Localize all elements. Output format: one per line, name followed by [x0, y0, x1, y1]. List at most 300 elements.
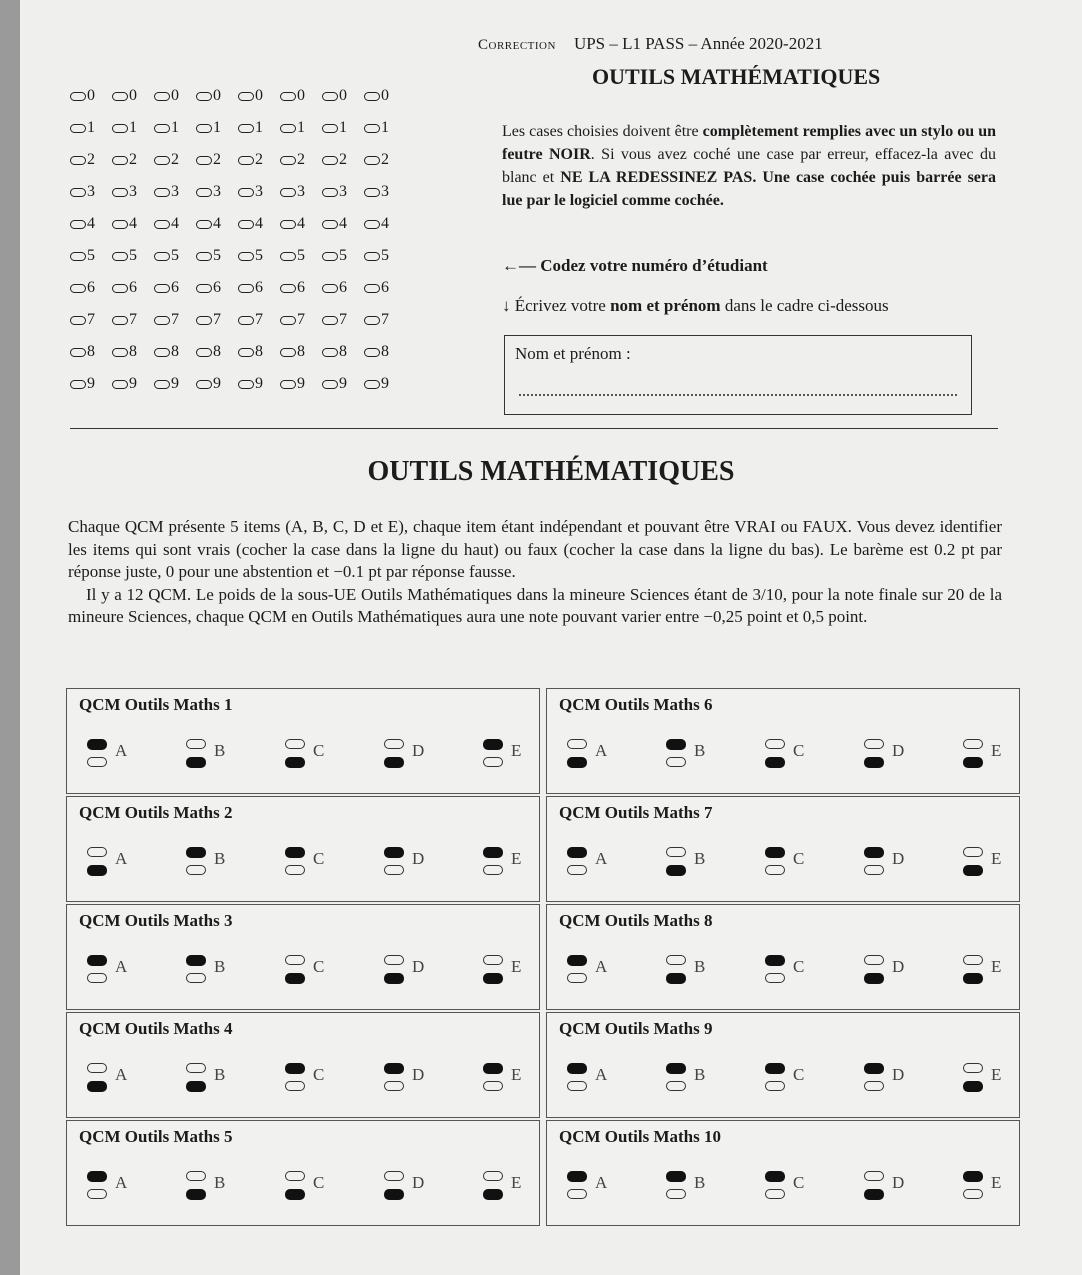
qcm-item: [87, 841, 133, 887]
qcm-title: QCM Outils Maths 5: [79, 1127, 233, 1146]
id-digit-bubble[interactable]: [154, 119, 196, 137]
qcm-item: [666, 1165, 712, 1211]
true-bubble[interactable]: [384, 847, 404, 858]
id-digit-bubble[interactable]: [280, 247, 322, 265]
digit-label: 6: [255, 279, 263, 296]
true-bubble[interactable]: [963, 847, 983, 857]
true-bubble[interactable]: [765, 1171, 785, 1182]
digit-label: 8: [87, 343, 95, 360]
bubble-icon: [154, 316, 170, 325]
item-letter: A: [115, 741, 128, 760]
id-digit-bubble[interactable]: [154, 87, 196, 105]
id-digit-bubble[interactable]: [238, 87, 280, 105]
false-bubble[interactable]: [765, 757, 785, 768]
false-bubble[interactable]: [384, 973, 404, 984]
true-bubble[interactable]: [87, 847, 107, 857]
true-bubble[interactable]: [285, 955, 305, 965]
true-bubble[interactable]: [186, 1063, 206, 1073]
digit-label: 3: [381, 183, 389, 200]
true-bubble[interactable]: [765, 955, 785, 966]
id-digit-bubble[interactable]: [196, 183, 238, 201]
id-digit-bubble[interactable]: [196, 87, 238, 105]
true-bubble[interactable]: [186, 955, 206, 966]
id-digit-bubble[interactable]: [196, 311, 238, 329]
true-bubble[interactable]: [567, 1171, 587, 1182]
item-letter: D: [412, 741, 425, 760]
false-bubble[interactable]: [765, 1189, 785, 1199]
code-student-number: ←— Codez votre numéro d’étudiant: [502, 256, 768, 275]
name-box-label: Nom et prénom :: [515, 344, 631, 363]
false-bubble[interactable]: [765, 973, 785, 983]
item-letter: A: [115, 1173, 128, 1192]
false-bubble[interactable]: [285, 973, 305, 984]
digit-label: 9: [87, 375, 95, 392]
id-digit-bubble[interactable]: [238, 279, 280, 297]
true-bubble[interactable]: [567, 847, 587, 858]
true-bubble[interactable]: [963, 1063, 983, 1073]
digit-label: 2: [87, 151, 95, 168]
true-bubble[interactable]: [483, 1063, 503, 1074]
id-digit-bubble[interactable]: [154, 279, 196, 297]
qcm-grid: [66, 688, 1028, 1228]
digit-label: 4: [87, 215, 95, 232]
id-digit-bubble[interactable]: [364, 375, 406, 393]
true-bubble[interactable]: [285, 739, 305, 749]
false-bubble[interactable]: [567, 1189, 587, 1199]
id-digit-bubble[interactable]: [238, 375, 280, 393]
qcm-item: [567, 1057, 613, 1103]
id-digit-bubble[interactable]: [112, 343, 154, 361]
digit-label: 1: [87, 119, 95, 136]
id-digit-bubble[interactable]: [364, 215, 406, 233]
id-digit-bubble[interactable]: [112, 215, 154, 233]
id-digit-bubble[interactable]: [70, 215, 112, 233]
false-bubble[interactable]: [864, 865, 884, 875]
false-bubble[interactable]: [186, 1189, 206, 1200]
digit-label: 0: [87, 87, 95, 104]
id-digit-bubble[interactable]: [322, 183, 364, 201]
id-digit-bubble[interactable]: [280, 311, 322, 329]
false-bubble[interactable]: [666, 973, 686, 984]
id-digit-bubble[interactable]: [322, 343, 364, 361]
id-digit-bubble[interactable]: [70, 343, 112, 361]
qcm-item: [384, 1057, 430, 1103]
false-bubble[interactable]: [186, 757, 206, 768]
id-digit-bubble[interactable]: [196, 343, 238, 361]
bubble-icon: [70, 124, 86, 133]
qcm-items: [87, 949, 529, 995]
digit-label: 0: [339, 87, 347, 104]
true-bubble[interactable]: [666, 955, 686, 965]
false-bubble[interactable]: [864, 973, 884, 984]
item-letter: E: [511, 1173, 522, 1192]
bubble-icon: [238, 316, 254, 325]
name-box[interactable]: [504, 335, 972, 415]
true-bubble[interactable]: [483, 955, 503, 965]
id-digit-bubble[interactable]: [322, 215, 364, 233]
true-bubble[interactable]: [285, 1063, 305, 1074]
digit-label: 7: [297, 311, 305, 328]
id-digit-bubble[interactable]: [322, 311, 364, 329]
qcm-item: [384, 841, 430, 887]
bubble-icon: [196, 284, 212, 293]
true-bubble[interactable]: [567, 955, 587, 966]
id-digit-bubble[interactable]: [280, 343, 322, 361]
true-bubble[interactable]: [765, 739, 785, 749]
item-letter: B: [214, 1065, 226, 1084]
digit-label: 6: [213, 279, 221, 296]
id-digit-bubble[interactable]: [322, 279, 364, 297]
false-bubble[interactable]: [87, 973, 107, 983]
item-letter: A: [595, 957, 608, 976]
false-bubble[interactable]: [483, 973, 503, 984]
id-digit-bubble[interactable]: [70, 247, 112, 265]
item-letter: A: [115, 957, 128, 976]
id-digit-bubble[interactable]: [364, 343, 406, 361]
id-digit-bubble[interactable]: [322, 247, 364, 265]
digit-label: 5: [87, 247, 95, 264]
id-digit-bubble[interactable]: [70, 183, 112, 201]
item-letter: D: [892, 1065, 905, 1084]
true-bubble[interactable]: [963, 955, 983, 965]
id-digit-bubble[interactable]: [280, 375, 322, 393]
false-bubble[interactable]: [285, 1081, 305, 1091]
header-line: [478, 34, 823, 54]
item-letter: E: [511, 1065, 522, 1084]
qcm-item: [567, 841, 613, 887]
qcm-title: QCM Outils Maths 9: [559, 1019, 713, 1038]
true-bubble[interactable]: [87, 1171, 107, 1182]
item-letter: D: [412, 957, 425, 976]
id-digit-bubble[interactable]: [112, 375, 154, 393]
qcm-title: QCM Outils Maths 3: [79, 911, 233, 930]
digit-label: 2: [339, 151, 347, 168]
true-bubble[interactable]: [186, 1171, 206, 1181]
false-bubble[interactable]: [483, 1081, 503, 1091]
true-bubble[interactable]: [186, 739, 206, 749]
true-bubble[interactable]: [285, 847, 305, 858]
false-bubble[interactable]: [186, 973, 206, 983]
digit-label: 4: [297, 215, 305, 232]
bubble-icon: [154, 188, 170, 197]
answer-sheet: [20, 0, 1082, 1275]
id-digit-bubble[interactable]: [238, 183, 280, 201]
item-letter: D: [892, 1173, 905, 1192]
id-digit-bubble[interactable]: [280, 119, 322, 137]
qcm-box: [546, 904, 1020, 1010]
digit-label: 4: [213, 215, 221, 232]
false-bubble[interactable]: [765, 1081, 785, 1091]
digit-label: 1: [171, 119, 179, 136]
item-letter: B: [694, 849, 706, 868]
true-bubble[interactable]: [864, 739, 884, 749]
item-letter: C: [793, 741, 805, 760]
true-bubble[interactable]: [483, 847, 503, 858]
qcm-title: QCM Outils Maths 6: [559, 695, 713, 714]
instr-text-1: Les cases choisies doivent être: [502, 123, 703, 140]
qcm-box: [66, 688, 540, 794]
false-bubble[interactable]: [87, 865, 107, 876]
bubble-icon: [238, 188, 254, 197]
id-digit-bubble[interactable]: [280, 87, 322, 105]
false-bubble[interactable]: [765, 865, 785, 875]
id-digit-bubble[interactable]: [196, 119, 238, 137]
id-digit-bubble[interactable]: [364, 119, 406, 137]
id-digit-bubble[interactable]: [70, 279, 112, 297]
false-bubble[interactable]: [285, 757, 305, 768]
digit-label: 2: [171, 151, 179, 168]
id-digit-bubble[interactable]: [238, 119, 280, 137]
true-bubble[interactable]: [87, 1063, 107, 1073]
qcm-item: [87, 1165, 133, 1211]
id-digit-bubble[interactable]: [154, 343, 196, 361]
id-digit-bubble[interactable]: [154, 215, 196, 233]
true-bubble[interactable]: [285, 1171, 305, 1181]
true-bubble[interactable]: [864, 847, 884, 858]
true-bubble[interactable]: [384, 1171, 404, 1181]
false-bubble[interactable]: [87, 1081, 107, 1092]
false-bubble[interactable]: [963, 1081, 983, 1092]
qcm-item: [483, 733, 529, 779]
qcm-title: QCM Outils Maths 10: [559, 1127, 721, 1146]
id-digit-bubble[interactable]: [112, 279, 154, 297]
false-bubble[interactable]: [87, 1189, 107, 1199]
bubble-icon: [112, 316, 128, 325]
false-bubble[interactable]: [963, 865, 983, 876]
digit-label: 9: [381, 375, 389, 392]
digit-label: 1: [129, 119, 137, 136]
true-bubble[interactable]: [765, 1063, 785, 1074]
id-digit-bubble[interactable]: [196, 151, 238, 169]
digit-label: 8: [297, 343, 305, 360]
id-digit-bubble[interactable]: [196, 215, 238, 233]
separator: [70, 428, 998, 429]
id-digit-bubble[interactable]: [154, 311, 196, 329]
item-letter: A: [595, 1173, 608, 1192]
item-letter: C: [313, 1065, 325, 1084]
id-digit-bubble[interactable]: [70, 151, 112, 169]
id-digit-bubble[interactable]: [280, 151, 322, 169]
false-bubble[interactable]: [483, 1189, 503, 1200]
id-digit-bubble[interactable]: [322, 87, 364, 105]
id-digit-bubble[interactable]: [196, 375, 238, 393]
id-digit-bubble[interactable]: [364, 247, 406, 265]
false-bubble[interactable]: [567, 973, 587, 983]
id-digit-bubble[interactable]: [196, 279, 238, 297]
qcm-box: [546, 688, 1020, 794]
qcm-items: [567, 733, 1009, 779]
bubble-icon: [70, 156, 86, 165]
digit-label: 6: [339, 279, 347, 296]
false-bubble[interactable]: [963, 1189, 983, 1199]
id-digit-bubble[interactable]: [364, 87, 406, 105]
qcm-title: QCM Outils Maths 2: [79, 803, 233, 822]
main-title-text: OUTILS MATHÉMATIQUES: [367, 456, 735, 487]
bubble-icon: [154, 284, 170, 293]
id-digit-bubble[interactable]: [112, 119, 154, 137]
false-bubble[interactable]: [186, 1081, 206, 1092]
qcm-item: [666, 733, 712, 779]
true-bubble[interactable]: [864, 1063, 884, 1074]
digit-label: 8: [129, 343, 137, 360]
id-row: [70, 112, 406, 144]
qcm-items: [87, 841, 529, 887]
false-bubble[interactable]: [483, 865, 503, 875]
false-bubble[interactable]: [864, 1189, 884, 1200]
id-digit-bubble[interactable]: [112, 183, 154, 201]
id-digit-bubble[interactable]: [238, 247, 280, 265]
bubble-icon: [364, 380, 380, 389]
id-digit-bubble[interactable]: [196, 247, 238, 265]
false-bubble[interactable]: [567, 757, 587, 768]
false-bubble[interactable]: [186, 865, 206, 875]
id-row: [70, 240, 406, 272]
bubble-icon: [322, 284, 338, 293]
true-bubble[interactable]: [666, 739, 686, 750]
item-letter: B: [214, 741, 226, 760]
true-bubble[interactable]: [567, 739, 587, 749]
qcm-item: [963, 733, 1009, 779]
qcm-item: [384, 733, 430, 779]
true-bubble[interactable]: [864, 1171, 884, 1181]
bubble-icon: [196, 156, 212, 165]
true-bubble[interactable]: [567, 1063, 587, 1074]
item-letter: C: [313, 957, 325, 976]
id-digit-bubble[interactable]: [280, 183, 322, 201]
true-bubble[interactable]: [87, 955, 107, 966]
qcm-box: [66, 904, 540, 1010]
true-bubble[interactable]: [666, 1171, 686, 1182]
true-bubble[interactable]: [666, 1063, 686, 1074]
id-digit-bubble[interactable]: [280, 215, 322, 233]
false-bubble[interactable]: [666, 1189, 686, 1199]
digit-label: 7: [87, 311, 95, 328]
rules-paragraph-2: Il y a 12 QCM. Le poids de la sous-UE Outils Mathématiques dans la mineure Sciences étant de 3/10, pour la note finale sur 20 de la mineure Sciences, chaque QCM en Outils Mathématiques aura une note pouvant varier entre −0,25 point et 0,5 point.: [68, 584, 1002, 626]
id-digit-bubble[interactable]: [238, 343, 280, 361]
id-digit-bubble[interactable]: [112, 87, 154, 105]
true-bubble[interactable]: [384, 1063, 404, 1074]
false-bubble[interactable]: [963, 973, 983, 984]
bubble-icon: [154, 252, 170, 261]
bubble-icon: [322, 156, 338, 165]
false-bubble[interactable]: [384, 757, 404, 768]
id-digit-bubble[interactable]: [112, 311, 154, 329]
bubble-icon: [196, 252, 212, 261]
bubble-icon: [238, 220, 254, 229]
false-bubble[interactable]: [963, 757, 983, 768]
false-bubble[interactable]: [567, 1081, 587, 1091]
false-bubble[interactable]: [567, 865, 587, 875]
id-digit-bubble[interactable]: [70, 311, 112, 329]
id-digit-bubble[interactable]: [280, 279, 322, 297]
id-digit-bubble[interactable]: [154, 247, 196, 265]
true-bubble[interactable]: [765, 847, 785, 858]
id-digit-bubble[interactable]: [364, 311, 406, 329]
item-letter: D: [892, 849, 905, 868]
qcm-item: [384, 1165, 430, 1211]
true-bubble[interactable]: [864, 955, 884, 965]
true-bubble[interactable]: [483, 739, 503, 750]
qcm-box: [66, 1012, 540, 1118]
id-digit-bubble[interactable]: [70, 87, 112, 105]
id-digit-bubble[interactable]: [364, 151, 406, 169]
true-bubble[interactable]: [963, 1171, 983, 1182]
qcm-item: [567, 733, 613, 779]
digit-label: 5: [339, 247, 347, 264]
id-digit-bubble[interactable]: [154, 151, 196, 169]
id-digit-bubble[interactable]: [364, 183, 406, 201]
true-bubble[interactable]: [666, 847, 686, 857]
id-digit-bubble[interactable]: [112, 151, 154, 169]
digit-label: 3: [171, 183, 179, 200]
false-bubble[interactable]: [384, 1081, 404, 1091]
false-bubble[interactable]: [483, 757, 503, 767]
false-bubble[interactable]: [285, 1189, 305, 1200]
bubble-icon: [70, 188, 86, 197]
id-digit-bubble[interactable]: [112, 247, 154, 265]
id-digit-bubble[interactable]: [238, 215, 280, 233]
id-digit-bubble[interactable]: [154, 375, 196, 393]
id-digit-bubble[interactable]: [322, 375, 364, 393]
false-bubble[interactable]: [285, 865, 305, 875]
qcm-item: [666, 841, 712, 887]
id-digit-bubble[interactable]: [238, 311, 280, 329]
id-digit-bubble[interactable]: [154, 183, 196, 201]
qcm-item: [864, 733, 910, 779]
qcm-item: [963, 1057, 1009, 1103]
false-bubble[interactable]: [384, 1189, 404, 1200]
false-bubble[interactable]: [864, 757, 884, 768]
bubble-icon: [238, 252, 254, 261]
digit-label: 9: [213, 375, 221, 392]
false-bubble[interactable]: [666, 865, 686, 876]
item-letter: B: [214, 957, 226, 976]
bubble-icon: [154, 124, 170, 133]
true-bubble[interactable]: [963, 739, 983, 749]
false-bubble[interactable]: [864, 1081, 884, 1091]
digit-label: 1: [297, 119, 305, 136]
qcm-item: [765, 841, 811, 887]
digit-label: 9: [339, 375, 347, 392]
id-digit-bubble[interactable]: [238, 151, 280, 169]
id-digit-bubble[interactable]: [70, 375, 112, 393]
false-bubble[interactable]: [666, 757, 686, 767]
false-bubble[interactable]: [384, 865, 404, 875]
write-name-instruction: [502, 296, 889, 316]
false-bubble[interactable]: [666, 1081, 686, 1091]
true-bubble[interactable]: [384, 739, 404, 749]
instructions: [502, 120, 996, 212]
item-letter: C: [793, 1173, 805, 1192]
bubble-icon: [70, 92, 86, 101]
id-digit-bubble[interactable]: [322, 119, 364, 137]
item-letter: A: [595, 849, 608, 868]
digit-label: 5: [171, 247, 179, 264]
id-digit-bubble[interactable]: [70, 119, 112, 137]
id-digit-bubble[interactable]: [322, 151, 364, 169]
true-bubble[interactable]: [186, 847, 206, 858]
true-bubble[interactable]: [483, 1171, 503, 1181]
digit-label: 4: [129, 215, 137, 232]
true-bubble[interactable]: [87, 739, 107, 750]
false-bubble[interactable]: [87, 757, 107, 767]
bubble-icon: [112, 380, 128, 389]
id-digit-bubble[interactable]: [364, 279, 406, 297]
true-bubble[interactable]: [384, 955, 404, 965]
id-row: [70, 208, 406, 240]
item-letter: D: [412, 1173, 425, 1192]
bubble-icon: [364, 348, 380, 357]
